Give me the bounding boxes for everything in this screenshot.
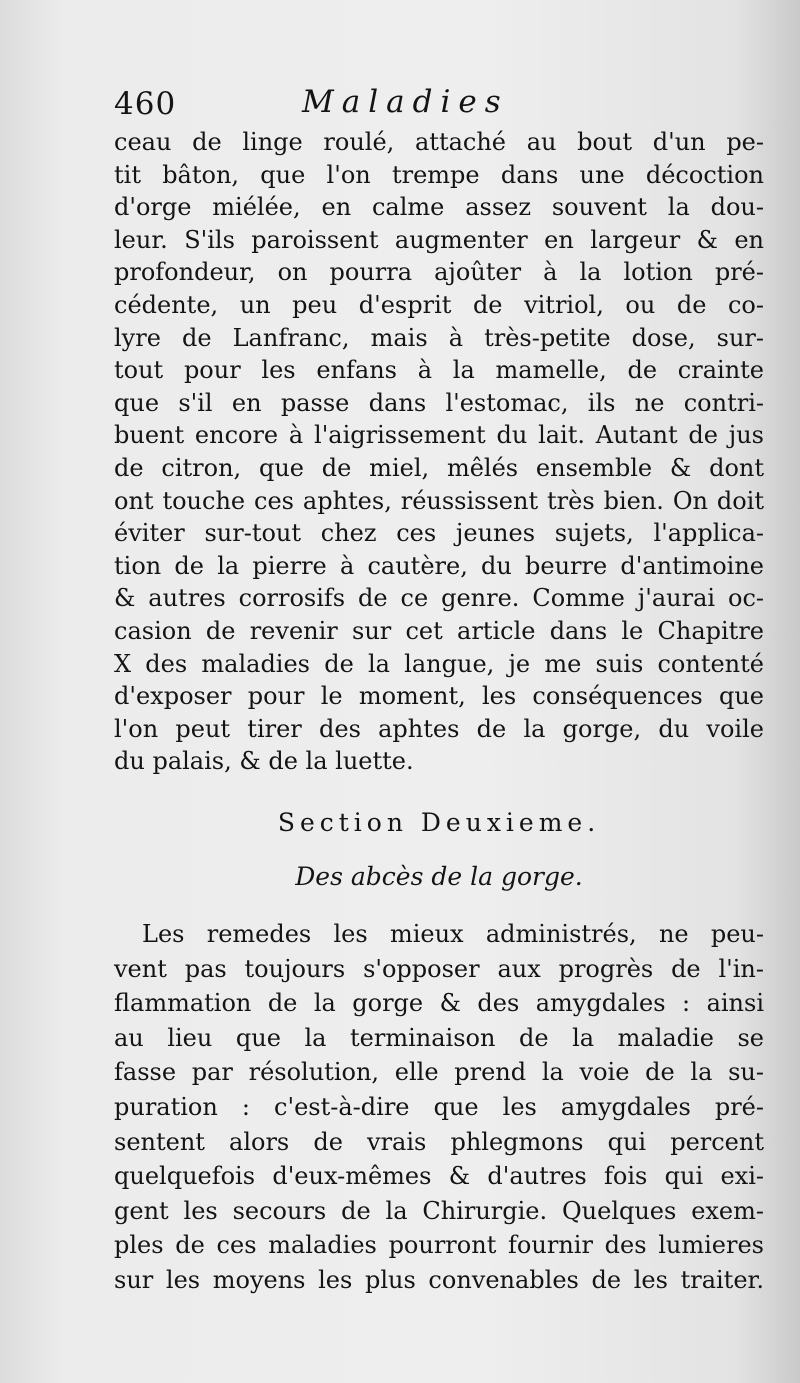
text-line: leur. S'ils paroissent augmenter en largeur & en [114,225,764,254]
paragraph-1 [114,126,764,778]
text-line: flammation de la gorge & des amygdales : ainsi [114,989,764,1018]
text-line: au lieu que la terminaison de la maladie se [114,1023,764,1052]
text-line: d'orge miélée, en calme assez souvent la dou- [114,193,764,222]
subsection-heading: Des abcès de la gorge. [295,862,583,891]
text-line: puration : c'est-à-dire que les amygdales pré- [114,1092,764,1121]
text-line: que s'il en passe dans l'estomac, ils ne contri- [114,388,764,417]
text-line: X des maladies de la langue, je me suis contenté [114,649,764,678]
text-line: vent pas toujours s'opposer aux progrès de l'in- [114,954,764,983]
text-line: & autres corrosifs de ce genre. Comme j'aurai oc- [114,584,764,613]
text-line: Les remedes les mieux administrés, ne peu- [142,920,764,948]
page-header [114,80,764,120]
section-heading: Section Deuxieme. [277,808,601,837]
page-number: 460 [114,86,177,122]
text-line: sur les moyens les plus convenables de les traiter. [114,1265,764,1294]
text-line: éviter sur-tout chez ces jeunes sujets, l'applica- [114,519,764,548]
text-line: profondeur, on pourra ajoûter à la lotion pré- [114,258,764,287]
text-line: de citron, que de miel, mêlés ensemble & dont [114,453,764,482]
text-line: ceau de linge roulé, attaché au bout d'un pe- [114,128,764,156]
text-line: sentent alors de vrais phlegmons qui percent [114,1127,764,1156]
text-line: buent encore à l'aigrissement du lait. Autant de jus [114,421,764,450]
text-line: lyre de Lanfranc, mais à très-petite dose, sur- [114,323,764,352]
text-line: tout pour les enfans à la mamelle, de crainte [114,356,764,385]
text-line: l'on peut tirer des aphtes de la gorge, du voile [114,714,764,743]
text-line: ples de ces maladies pourront fournir des lumieres [114,1231,764,1260]
text-line: du palais, & de la luette. [114,747,414,776]
paragraph-2 [114,917,764,1298]
text-line: d'exposer pour le moment, les conséquences que [114,682,764,711]
text-line: ont touche ces aphtes, réussissent très bien. On doit [114,486,764,515]
text-line: cédente, un peu d'esprit de vitriol, ou de co- [114,290,764,319]
text-line: gent les secours de la Chirurgie. Quelques exem- [114,1196,764,1225]
text-line: quelquefois d'eux-mêmes & d'autres fois qui exi- [114,1162,764,1191]
text-line: fasse par résolution, elle prend la voie de la su- [114,1058,764,1087]
running-title: Maladies [302,84,509,120]
text-line: tit bâton, que l'on trempe dans une décoction [114,160,764,189]
text-line: tion de la pierre à cautère, du beurre d'antimoine [114,551,764,580]
text-line: casion de revenir sur cet article dans le Chapitre [114,616,764,645]
